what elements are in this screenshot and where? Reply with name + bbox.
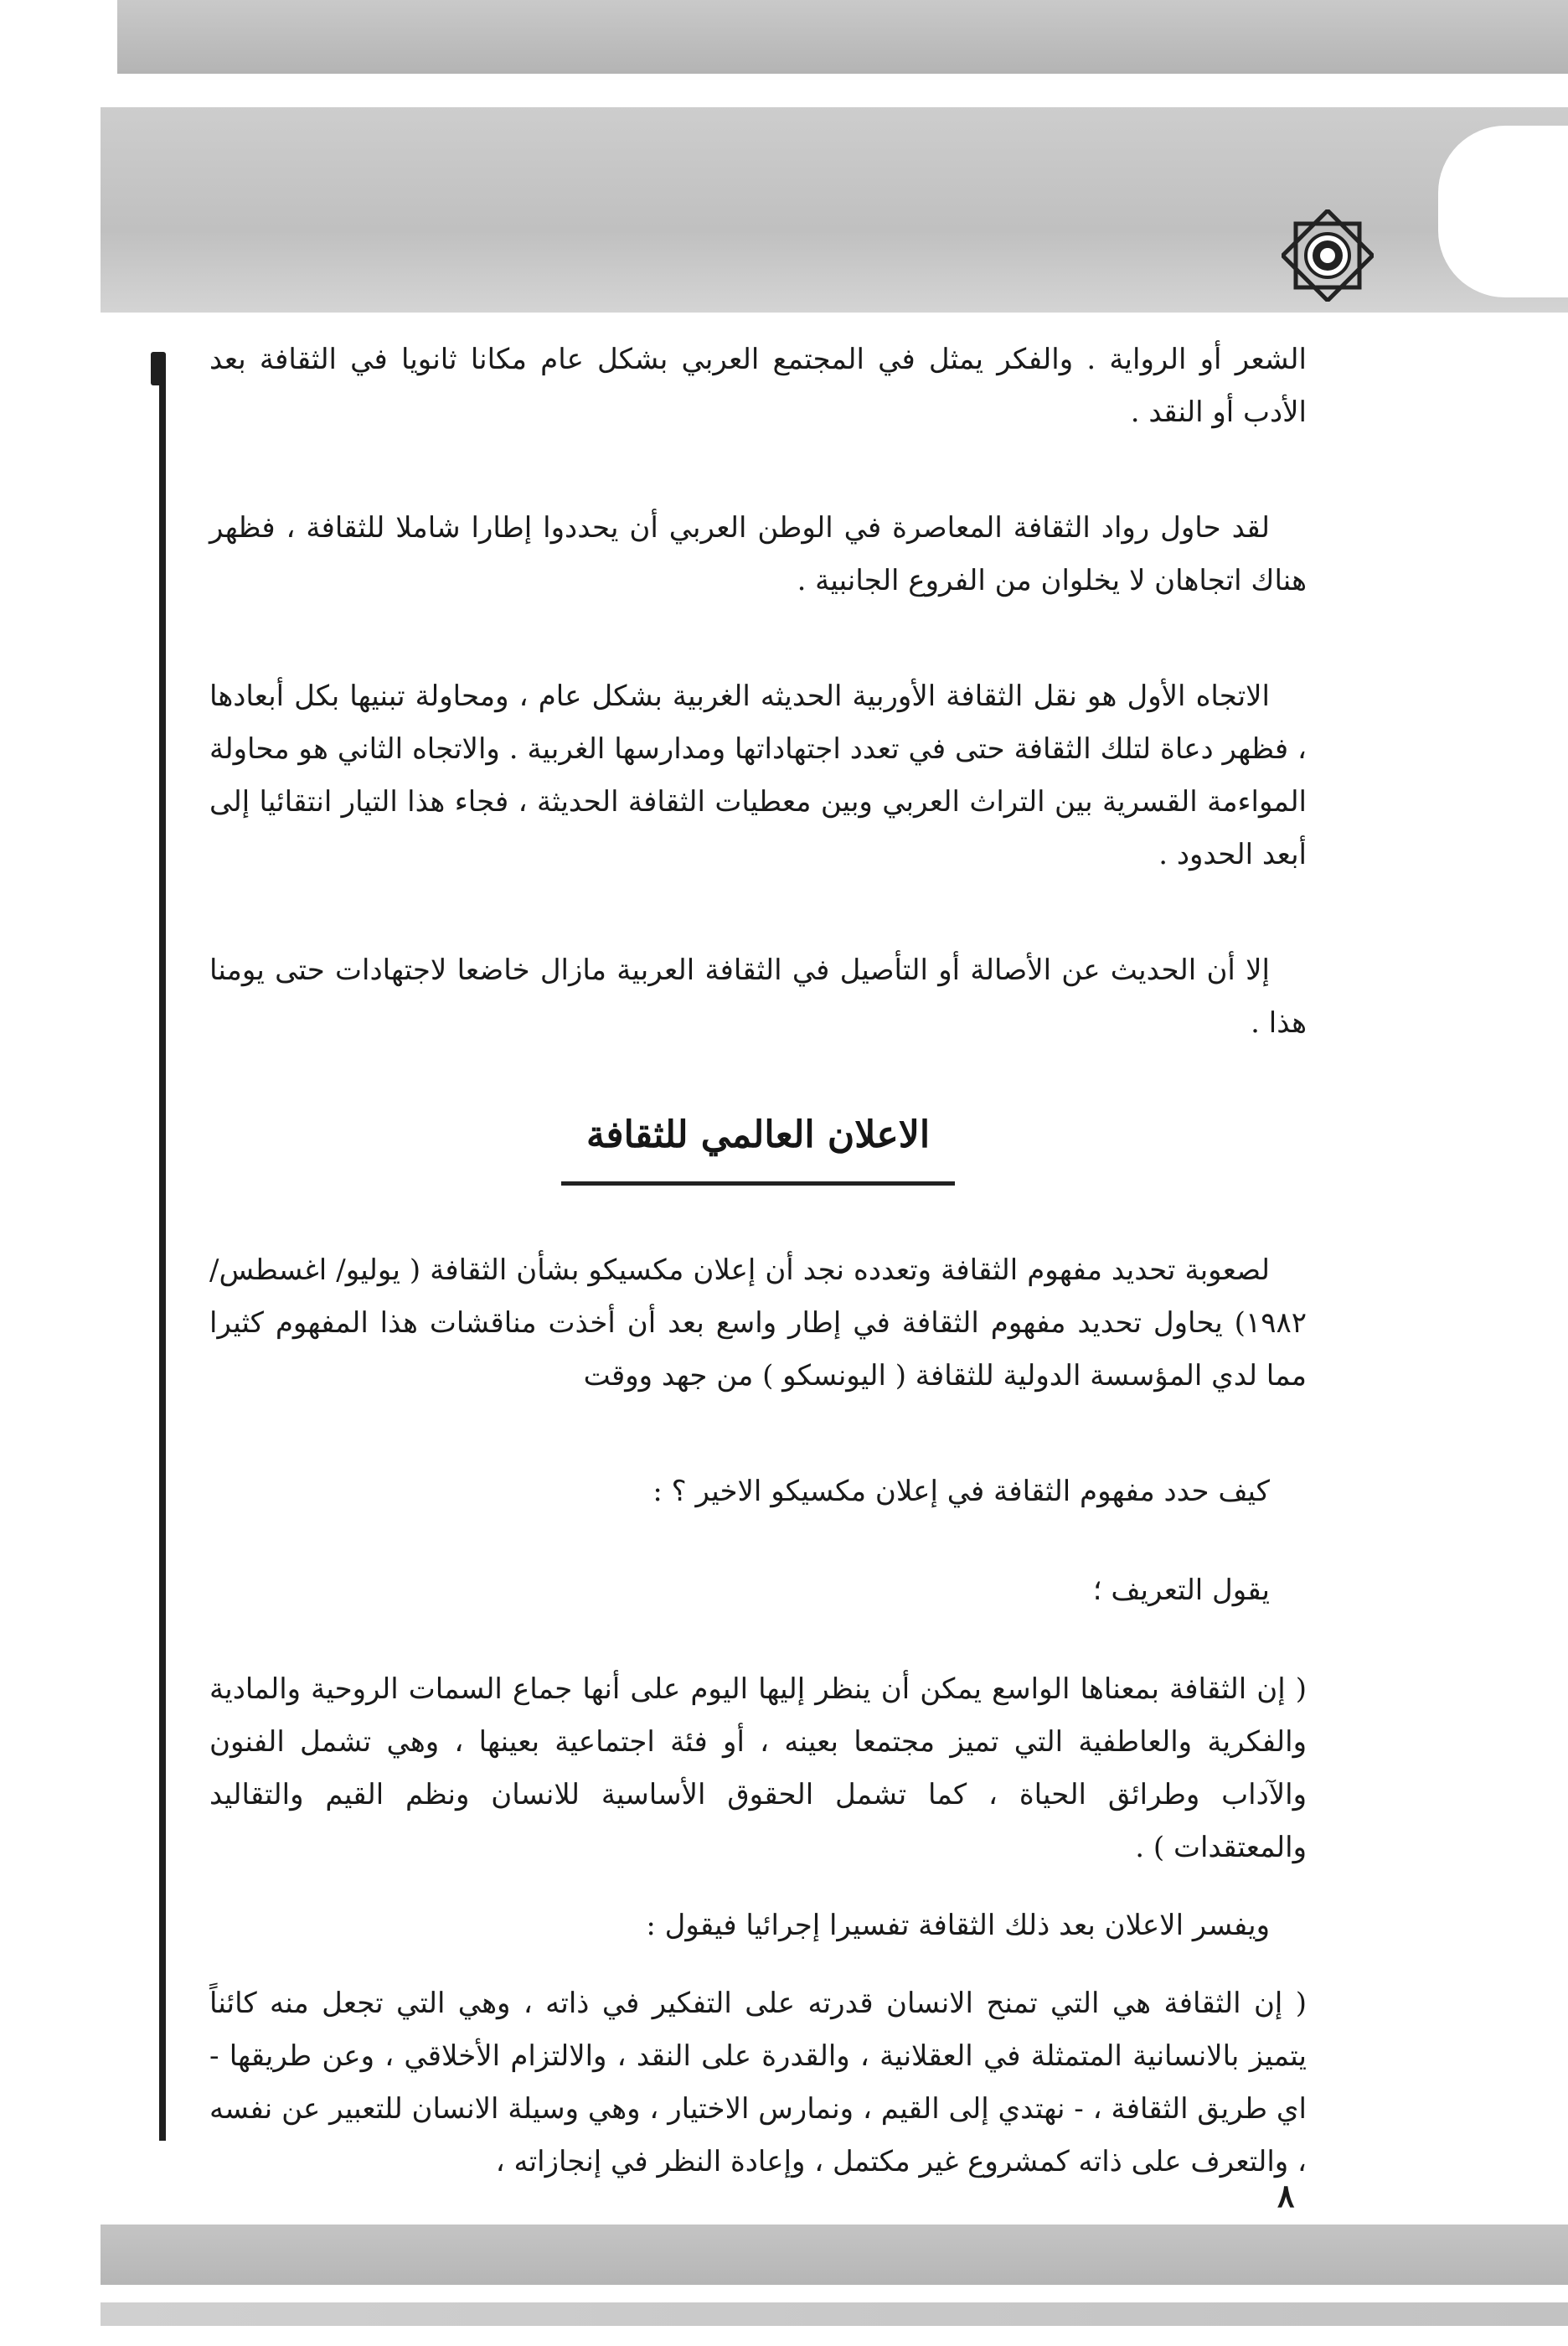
paragraph-definition-quote: ( إن الثقافة بمعناها الواسع يمكن أن ينظر إليها اليوم على أنها جماع السمات الروحية والمادية والفكرية والعاطفية التي تميز مجتمعا بعينه ، أو فئة اجتماعية بعينها ، وهي تشمل الفنون والآداب وطرائق الحياة ، كما تشمل الحقوق الأساسية للانسان ونظم القيم والتقاليد والمعتقدات ) . <box>209 1672 1307 1864</box>
article-body <box>209 333 1307 2251</box>
paragraph-continuation: الشعر أو الرواية . والفكر يمثل في المجتمع العربي بشكل عام مكانا ثانويا في الثقافة بعد الأدب أو النقد . <box>209 343 1307 429</box>
section-heading: الاعلان العالمي للثقافة <box>561 1104 955 1186</box>
paragraph-procedural-intro: ويفسر الاعلان بعد ذلك الثقافة تفسيرا إجرائيا فيقول : <box>646 1909 1270 1942</box>
paragraph-procedural-quote: ( إن الثقافة هي التي تمنح الانسان قدرته على التفكير في ذاته ، وهي التي تجعل منه كائناً يتميز بالانسانية المتمثلة في العقلانية ، والقدرة على النقد ، والالتزام الأخلاقي ، وعن طريقها - اي طريق الثقافة ، - نهتدي إلى القيم ، ونمارس الاختيار ، وهي وسيلة الانسان للتعبير عن نفسه ، والتعرف على ذاته كمشروع غير مكتمل ، وإعادة النظر في إنجازاته ، <box>209 1987 1307 2178</box>
paragraph-pioneers: لقد حاول رواد الثقافة المعاصرة في الوطن العربي أن يحددوا إطارا شاملا للثقافة ، فظهر هناك اتجاهان لا يخلوان من الفروع الجانبية . <box>209 511 1307 597</box>
header-tab-notch <box>1438 126 1568 297</box>
paragraph-definition-intro: يقول التعريف ؛ <box>1092 1573 1270 1607</box>
paragraph-mexico-declaration: لصعوبة تحديد مفهوم الثقافة وتعدده نجد أن إعلان مكسيكو بشأن الثقافة ( يوليو/ اغسطس/ ١٩٨٢) يحاول تحديد مفهوم الثقافة في إطار واسع بعد أن أخذت مناقشات هذا المفهوم كثيرا مما لدي المؤسسة الدولية للثقافة ( اليونسكو ) من جهد ووقت <box>209 1253 1307 1393</box>
paragraph-question: كيف حدد مفهوم الثقافة في إعلان مكسيكو الاخير ؟ : <box>652 1475 1270 1508</box>
page-number: ٨ <box>1277 2177 1295 2214</box>
octagram-ornament-icon <box>1282 209 1374 302</box>
paragraph-authenticity: إلا أن الحديث عن الأصالة أو التأصيل في الثقافة العربية مازال خاضعا لاجتهادات حتى يومنا هذا . <box>209 953 1307 1040</box>
bottom-gray-strip <box>101 2302 1568 2326</box>
paragraph-two-trends: الاتجاه الأول هو نقل الثقافة الأوربية الحديثه الغربية بشكل عام ، ومحاولة تبنيها بكل أبعادها ، فظهر دعاة لتلك الثقافة حتى في تعدد اجتهاداتها ومدارسها الغربية . والاتجاه الثاني هو محاولة المواءمة القسرية بين التراث العربي وبين معطيات الثقافة الحديثة ، فجاء هذا التيار انتقائيا إلى أبعد الحدود . <box>209 680 1307 871</box>
top-gray-band <box>117 0 1568 74</box>
bottom-gray-band <box>101 2225 1568 2285</box>
section-heading-wrap <box>209 1104 1307 1186</box>
margin-rule <box>159 356 166 2141</box>
